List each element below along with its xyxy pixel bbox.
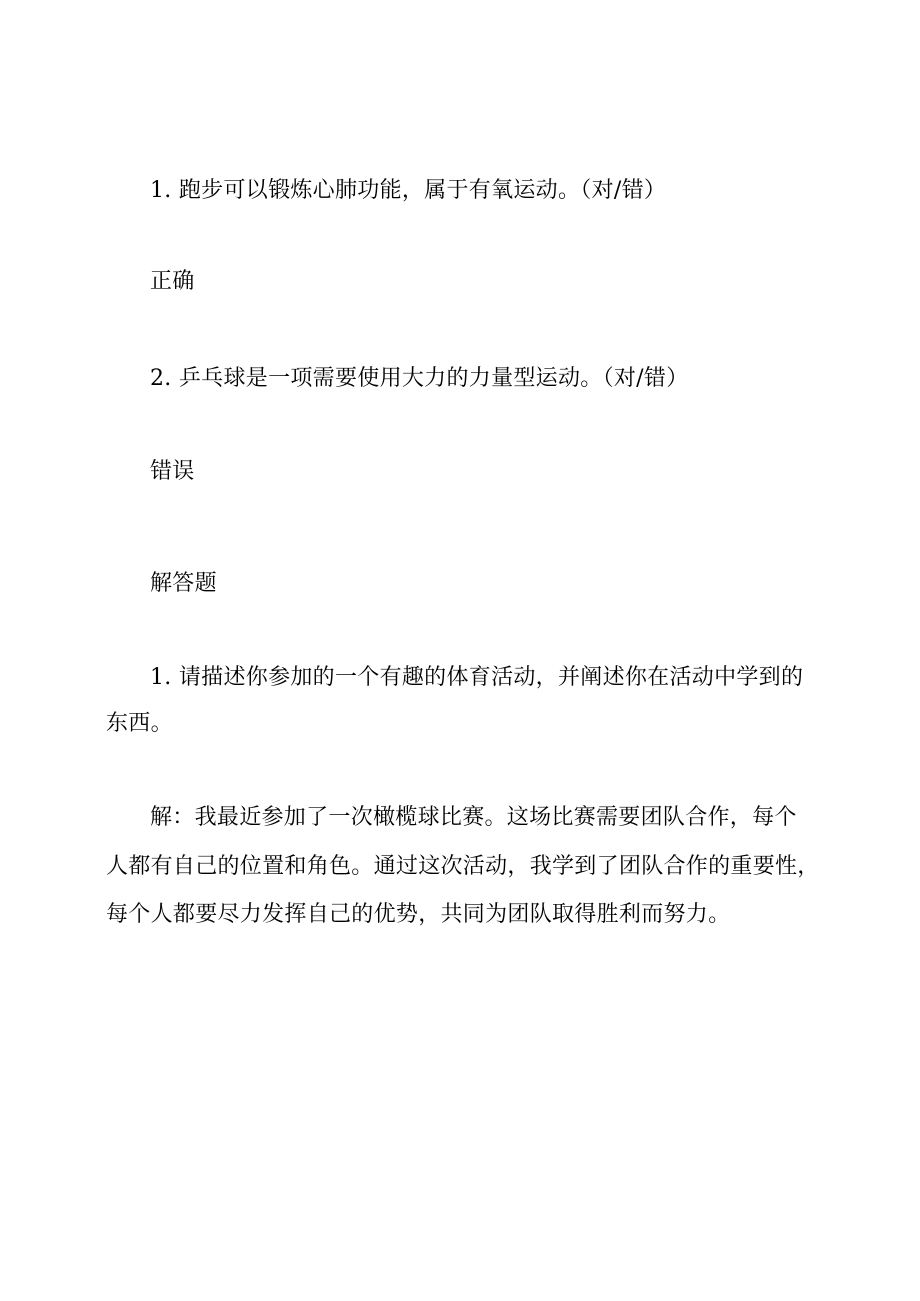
essay-question-line: 1. 请描述你参加的一个有趣的体育活动，并阐述你在活动中学到的 [150,665,804,690]
essay-question-line: 东西。 [106,711,173,736]
section-heading: 解答题 [150,571,217,596]
true-false-question-1: 1. 跑步可以锻炼心肺功能，属于有氧运动。（对/错） [150,178,667,203]
true-false-answer-2: 错误 [150,459,195,484]
essay-answer-line: 每个人都要尽力发挥自己的优势，共同为团队取得胜利而努力。 [106,902,731,927]
true-false-question-2: 2. 乒乓球是一项需要使用大力的力量型运动。（对/错） [150,366,689,391]
true-false-answer-1: 正确 [150,269,195,294]
essay-answer-line: 人都有自己的位置和角色。通过这次活动，我学到了团队合作的重要性， [106,854,820,879]
essay-answer-line: 解：我最近参加了一次橄榄球比赛。这场比赛需要团队合作，每个 [150,805,797,830]
